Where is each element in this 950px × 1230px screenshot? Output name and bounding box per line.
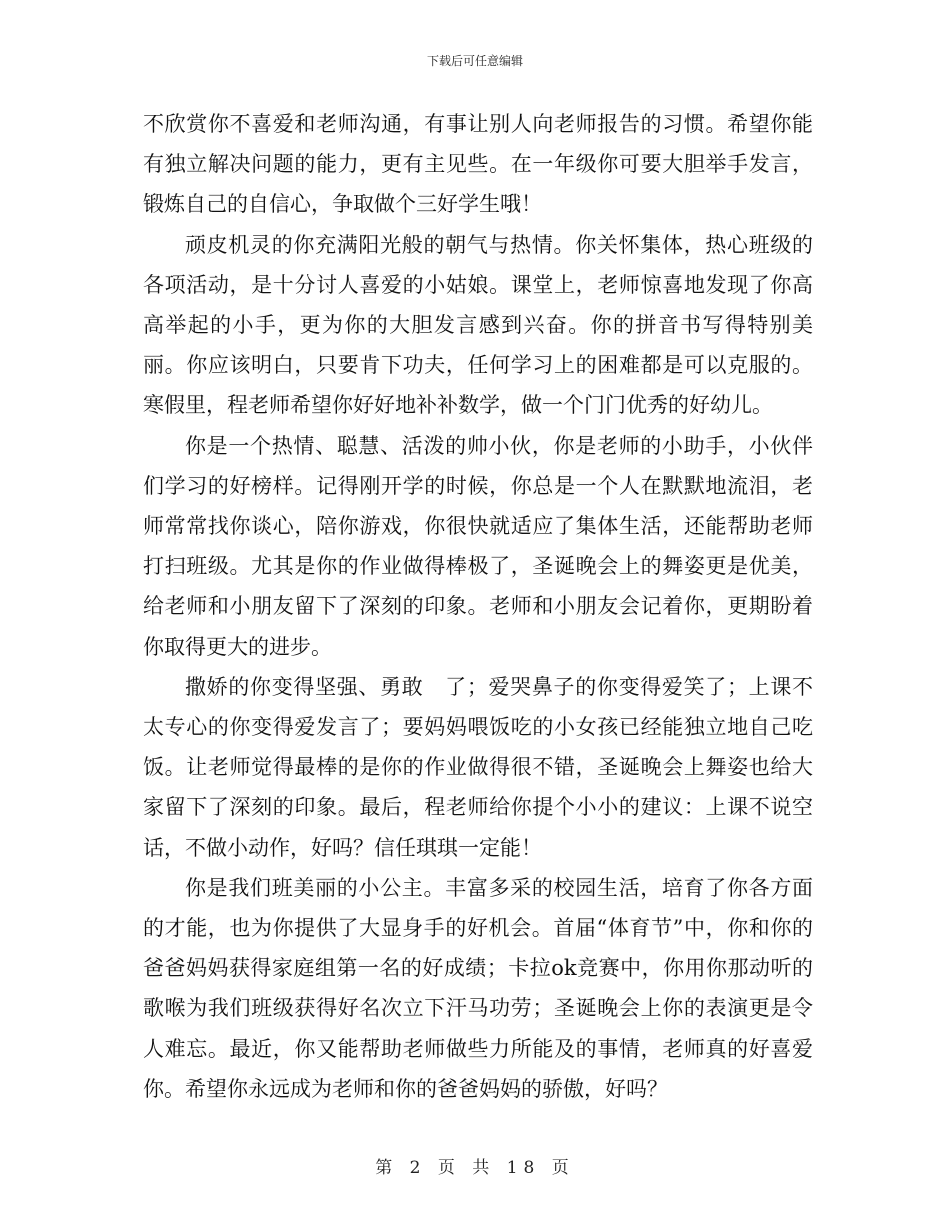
paragraph-1: 不欣赏你不喜爱和老师沟通，有事让别人向老师报告的习惯。希望你能有独立解决问题的能力，更有主见些。在一年级你可要大胆举手发言，锻炼自己的自信心，争取做个三好学生哦！ bbox=[143, 112, 813, 217]
paragraph-2: 顽皮机灵的你充满阳光般的朝气与热情。你关怀集体，热心班级的各项活动，是十分讨人喜爱的小姑娘。课堂上，老师惊喜地发现了你高高举起的小手，更为你的大胆发言感到兴奋。你的拼音书写得特别美丽。你应该明白，只要肯下功夫，任何学习上的困难都是可以克服的。寒假里，程老师希望你好好地补补数学，做一个门门优秀的好幼儿。 bbox=[143, 232, 813, 418]
paragraph-5: 你是我们班美丽的小公主。丰富多采的校园生活，培育了你各方面的才能，也为你提供了大显身手的好机会。首届“体育节”中，你和你的爸爸妈妈获得家庭组第一名的好成绩；卡拉ok竞赛中，你用你那动听的歌喉为我们班级获得好名次立下汗马功劳；圣诞晚会上你的表演更是令人难忘。最近，你又能帮助老师做些力所能及的事情，老师真的好喜爱你。希望你永远成为老师和你的爸爸妈妈的骄傲，好吗？ bbox=[143, 875, 813, 1101]
page-footer: 第 2 页 共 18 页 bbox=[375, 1158, 575, 1178]
paragraph-3: 你是一个热情、聪慧、活泼的帅小伙，你是老师的小助手，小伙伴们学习的好榜样。记得刚开学的时候，你总是一个人在默默地流泪，老师常常找你谈心，陪你游戏，你很快就适应了集体生活，还能帮助老师打扫班级。尤其是你的作业做得棒极了，圣诞晚会上的舞姿更是优美，给老师和小朋友留下了深刻的印象。老师和小朋友会记着你，更期盼着你取得更大的进步。 bbox=[143, 433, 813, 659]
document-body bbox=[143, 104, 813, 1109]
paragraph-4: 撒娇的你变得坚强、勇敢 了；爱哭鼻子的你变得爱笑了；上课不太专心的你变得爱发言了；要妈妈喂饭吃的小女孩已经能独立地自己吃饭。让老师觉得最棒的是你的作业做得很不错，圣诞晚会上舞姿也给大家留下了深刻的印象。最后，程老师给你提个小小的建议：上课不说空话，不做小动作，好吗？信任琪琪一定能！ bbox=[143, 674, 813, 860]
page-header: 下载后可任意编辑 bbox=[426, 54, 523, 68]
